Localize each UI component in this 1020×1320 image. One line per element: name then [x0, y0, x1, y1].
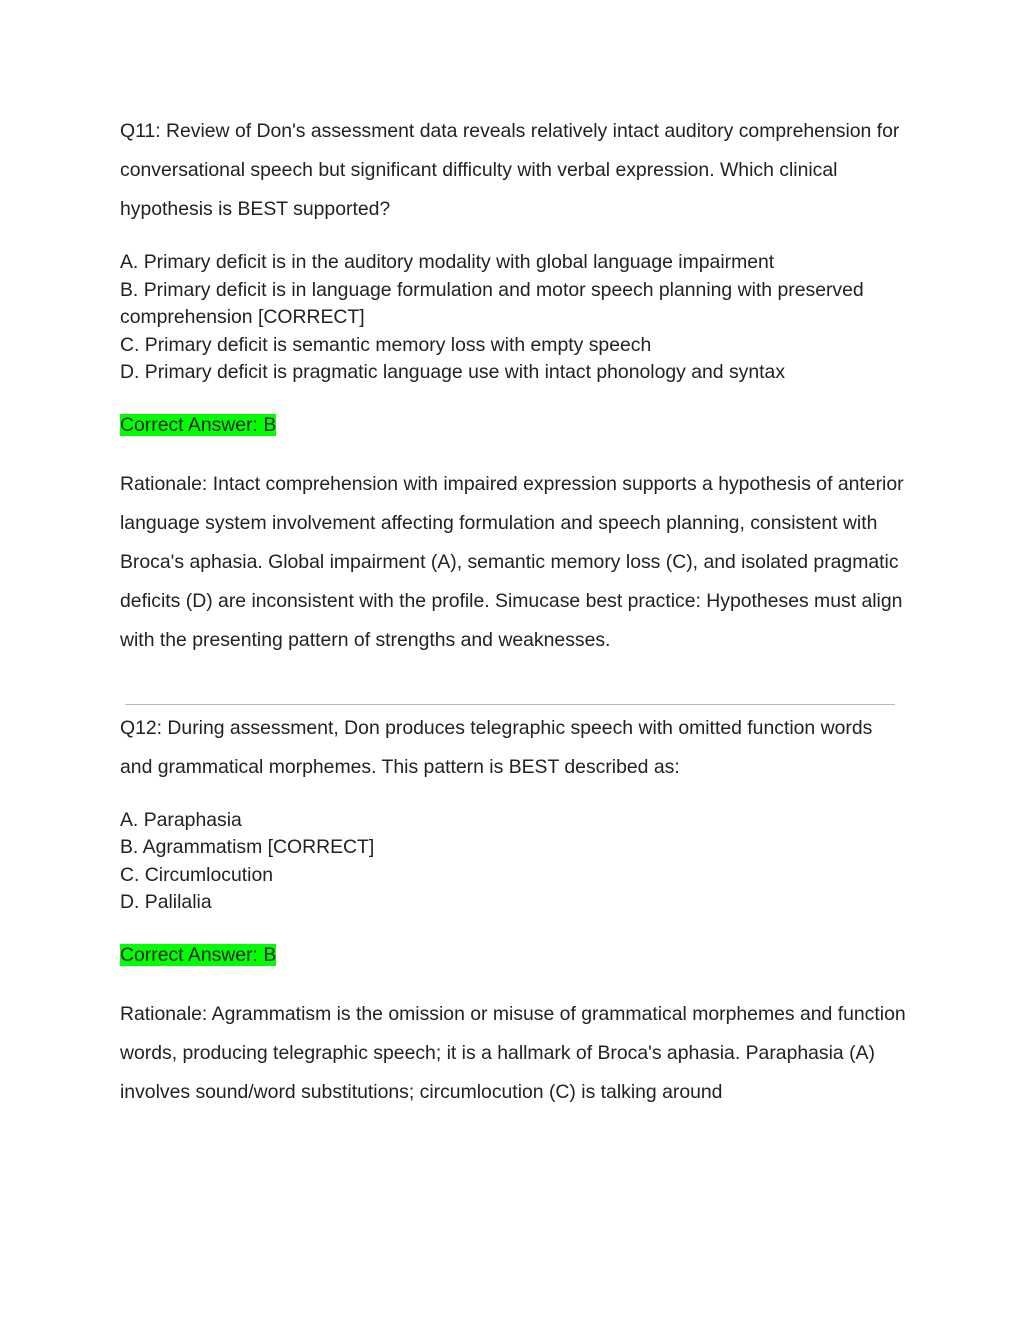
question-block-q12: [120, 709, 910, 1112]
answer-options: [120, 249, 910, 387]
correct-answer-row: [120, 936, 910, 975]
option-b: B. Primary deficit is in language formulation and motor speech planning with preserved comprehension [CORRECT]: [120, 278, 864, 328]
option-d: D. Primary deficit is pragmatic language use with intact phonology and syntax: [120, 361, 786, 383]
question-block-q11: [120, 112, 910, 660]
section-divider: [125, 704, 895, 705]
rationale-text: Rationale: Agrammatism is the omission or misuse of grammatical morphemes and function words, producing telegraphic speech; it is a hallmark of Broca's aphasia. Paraphasia (A) involves sound/word substitutions; circumlocution (C) is talking around: [120, 1002, 906, 1103]
question-text: Q11: Review of Don's assessment data reveals relatively intact auditory comprehension for conversational speech but significant difficulty with verbal expression. Which clinical hypothesis is BEST supported?: [120, 120, 900, 220]
answer-options: [120, 807, 910, 917]
question-text: Q12: During assessment, Don produces telegraphic speech with omitted function words and grammatical morphemes. This pattern is BEST described as:: [120, 716, 873, 778]
correct-answer-row: [120, 406, 910, 445]
option-c: C. Circumlocution: [120, 863, 274, 886]
document-page: [120, 112, 910, 1112]
correct-answer-highlight: Correct Answer: B: [120, 943, 277, 966]
option-c: C. Primary deficit is semantic memory loss with empty speech: [120, 333, 652, 356]
option-b: B. Agrammatism [CORRECT]: [120, 836, 375, 858]
rationale-text: Rationale: Intact comprehension with impaired expression supports a hypothesis of anterior language system involvement affecting formulation and speech planning, consistent with Broca's aphasia. Global impairment (A), semantic memory loss (C), and isolated pragmatic deficits (D) are inconsistent with the profile. Simucase best practice: Hypotheses must align with the presenting pattern of strengths and weaknesses.: [120, 472, 904, 651]
correct-answer-highlight: Correct Answer: B: [120, 413, 277, 436]
option-a: A. Paraphasia: [120, 808, 242, 831]
option-d: D. Palilalia: [120, 891, 212, 913]
option-a: A. Primary deficit is in the auditory modality with global language impairment: [120, 251, 775, 273]
